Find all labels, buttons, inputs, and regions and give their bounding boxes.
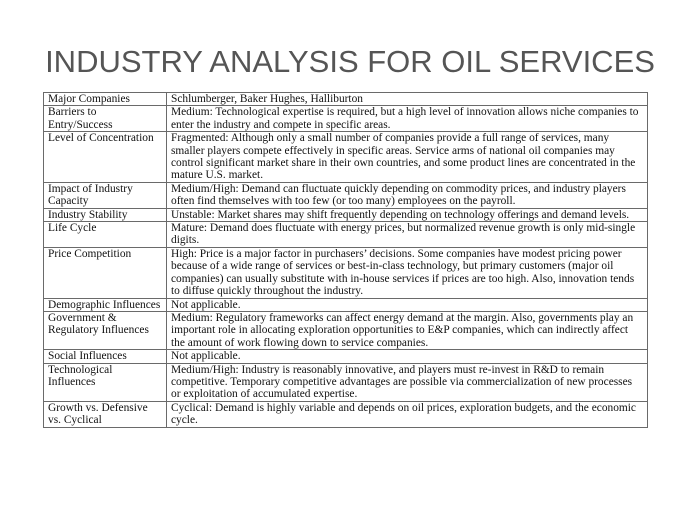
row-text: Mature: Demand does fluctuate with energy prices, but normalized revenue growth is only mid-single digits. bbox=[167, 222, 648, 248]
row-label: Social Influences bbox=[44, 350, 167, 363]
row-text: Not applicable. bbox=[167, 298, 648, 311]
row-label: Industry Stability bbox=[44, 208, 167, 221]
row-text: Medium: Technological expertise is required, but a high level of innovation allows niche companies to enter the industry and compete in specific areas. bbox=[167, 106, 648, 132]
row-label: Demographic Influences bbox=[44, 298, 167, 311]
table-row bbox=[44, 298, 648, 311]
table-row bbox=[44, 106, 648, 132]
table-row bbox=[44, 401, 648, 427]
table-row bbox=[44, 350, 648, 363]
row-text: Cyclical: Demand is highly variable and depends on oil prices, exploration budgets, and the economic cycle. bbox=[167, 401, 648, 427]
row-label: Impact of Industry Capacity bbox=[44, 182, 167, 208]
row-text: Medium/High: Demand can fluctuate quickly depending on commodity prices, and industry players often find themselves with too few (or too many) employees on the payroll. bbox=[167, 182, 648, 208]
row-label: Price Competition bbox=[44, 247, 167, 298]
table-row bbox=[44, 363, 648, 401]
table-row bbox=[44, 93, 648, 106]
row-text: Fragmented: Although only a small number of companies provide a full range of services, many smaller players compete effectively in specific areas. Service arms of national oil companies may control significant market share in their own countries, and some product lines are concentrated in the mature U.S. market. bbox=[167, 132, 648, 183]
slide-title: INDUSTRY ANALYSIS FOR OIL SERVICES bbox=[45, 44, 655, 79]
row-text: Schlumberger, Baker Hughes, Halliburton bbox=[167, 93, 648, 106]
row-label: Major Companies bbox=[44, 93, 167, 106]
table-row bbox=[44, 132, 648, 183]
row-text: Medium: Regulatory frameworks can affect energy demand at the margin. Also, governments play an important role in allocating exploration opportunities to E&P companies, which can indirectly affect the amount of work flowing down to service companies. bbox=[167, 311, 648, 349]
row-text: Not applicable. bbox=[167, 350, 648, 363]
row-label: Life Cycle bbox=[44, 222, 167, 248]
table-row bbox=[44, 222, 648, 248]
row-text: Medium/High: Industry is reasonably innovative, and players must re-invest in R&D to remain competitive. Temporary competitive advantages are possible via commercialization of new processes or exploitation of accumulated expertise. bbox=[167, 363, 648, 401]
row-label: Barriers to Entry/Success bbox=[44, 106, 167, 132]
table-row bbox=[44, 208, 648, 221]
row-label: Government & Regulatory Influences bbox=[44, 311, 167, 349]
row-label: Growth vs. Defensive vs. Cyclical bbox=[44, 401, 167, 427]
row-text: High: Price is a major factor in purchasers’ decisions. Some companies have modest pricing power because of a wide range of services or best-in-class technology, but primary customers (major oil companies) can usually substitute with in-house services if prices are too high. Also, innovation tends to diffuse quickly throughout the industry. bbox=[167, 247, 648, 298]
industry-analysis-table bbox=[43, 92, 648, 428]
table-row bbox=[44, 182, 648, 208]
table-row bbox=[44, 247, 648, 298]
row-label: Level of Concentration bbox=[44, 132, 167, 183]
row-text: Unstable: Market shares may shift frequently depending on technology offerings and demand levels. bbox=[167, 208, 648, 221]
row-label: Technological Influences bbox=[44, 363, 167, 401]
table-row bbox=[44, 311, 648, 349]
